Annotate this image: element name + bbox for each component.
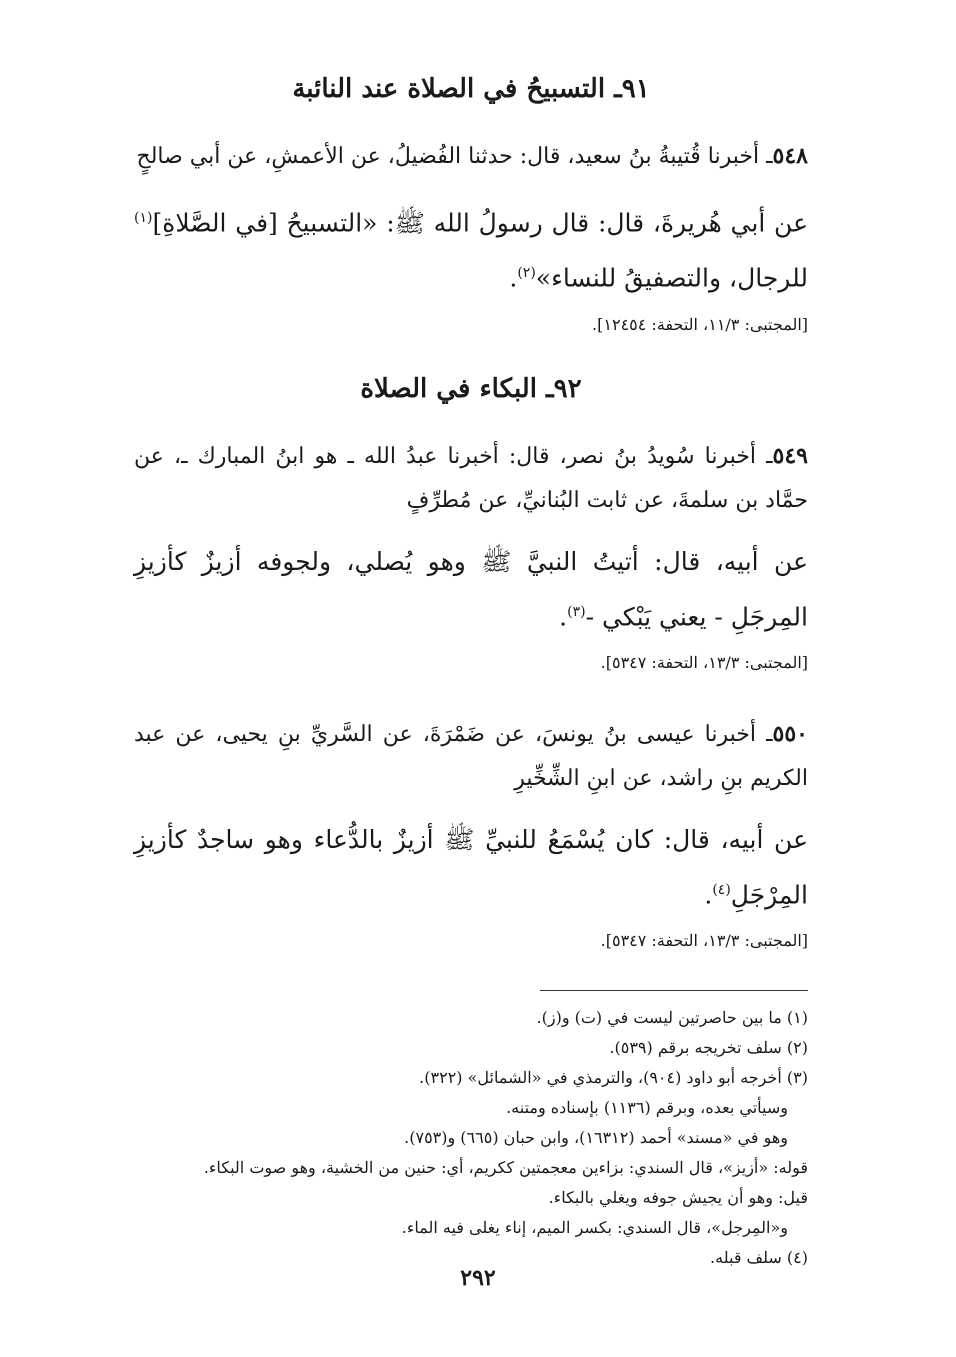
footnotes — [134, 1003, 808, 1273]
matn-text-end: للرجال، والتصفيقُ للنساء» — [535, 263, 808, 293]
footnote-3: (٣) أخرجه أبو داود (٩٠٤)، والترمذي في «الشمائل» (٣٢٢). — [419, 1068, 808, 1088]
footnote-marker: (٣) — [567, 603, 586, 620]
footnote-3-cont: و«المِرجل»، قال السندي: بكسر الميم، إناء يغلى فيه الماء. — [401, 1218, 788, 1238]
chapter-title: ٩٢ـ البكاء في الصلاة — [360, 373, 582, 404]
footnote-marker: (١) — [134, 210, 153, 226]
hadith-number: ٥٤٨ — [772, 143, 808, 169]
matn-text: عن أبيه، قال: كان يُسْمَعُ للنبيِّ ﷺ أزيزٌ بالدُّعاء وهو ساجدٌ كأزيزِ المِرْجَلِ — [134, 824, 808, 910]
hadith-550-isnad — [134, 712, 808, 801]
footnote-3-cont: قوله: «أزيز»، قال السندي: بزاءين معجمتين ككريم، أي: حنين من الخشية، وهو صوت البكاء. — [203, 1158, 808, 1178]
matn-text: عن أبيه، قال: أتيتُ النبيَّ ﷺ وهو يُصلي، ولجوفه أزيزٌ كأزيزِ المِرجَلِ - يعني يَبْكي - — [134, 546, 808, 631]
reference-line: [المجتبى: ١٣/٣، التحفة: ٥٣٤٧]. — [600, 652, 808, 672]
footnote-marker: (٤) — [712, 881, 731, 898]
hadith-549-matn: عن أبيه، قال: أتيتُ النبيَّ ﷺ وهو يُصلي، ولجوفه أزيزٌ كأزيزِ المِرجَلِ - يعني يَبْكي -$^{(٣)}$. — [134, 546, 808, 631]
footnote-3-cont: وهو في «مسند» أحمد (١٦٣١٢)، وابن حبان (٦٦٥) و(٧٥٣). — [404, 1128, 788, 1148]
hadith-548-isnad — [134, 134, 808, 179]
footnote-1: (١) ما بين حاصرتين ليست في (ت) و(ز). — [536, 1008, 808, 1028]
isnad-text: ـ أخبرنا سُويدُ بنُ نصر، قال: أخبرنا عبدُ الله ـ هو ابنُ المبارك ـ، عن حمَّاد بن سلمةَ، عن ثابت البُنانيِّ، عن مُطرِّفٍ — [134, 443, 808, 513]
hadith-number: ٥٤٩ — [772, 442, 808, 469]
page-number: ٢٩٢ — [460, 1265, 496, 1291]
reference-line: [المجتبى: ١١/٣، التحفة: ١٢٤٥٤]. — [592, 314, 808, 334]
footnote-3-cont: قيل: وهو أن يجيش جوفه ويغلي بالبكاء. — [548, 1188, 808, 1208]
footnote-4: (٤) سلف قبله. — [710, 1248, 808, 1268]
hadith-549-isnad — [134, 434, 808, 523]
footnote-2: (٢) سلف تخريجه برقم (٥٣٩). — [609, 1038, 808, 1058]
footnote-divider — [540, 990, 808, 991]
chapter-title: ٩١ـ التسبيحُ في الصلاة عند النائبة — [292, 74, 650, 104]
isnad-text: ـ أخبرنا قُتيبةُ بنُ سعيد، قال: حدثنا الفُضيلُ، عن الأعمشِ، عن أبي صالحٍ — [136, 144, 773, 169]
footnote-3-cont: وسيأتي بعده، وبرقم (١١٣٦) بإسناده ومتنه. — [506, 1098, 788, 1118]
isnad-text: ـ أخبرنا عيسى بنُ يونسَ، عن ضَمْرَةَ، عن السَّريِّ بنِ يحيى، عن عبد الكريم بنِ راشد، عن ابنِ الشِّخِّيرِ — [134, 721, 808, 791]
hadith-550-matn: عن أبيه، قال: كان يُسْمَعُ للنبيِّ ﷺ أزيزٌ بالدُّعاء وهو ساجدٌ كأزيزِ المِرْجَلِ$^{(٤)}$. — [134, 824, 808, 910]
matn-text: عن أبي هُريرةَ، قال: قال رسولُ الله ﷺ: «التسبيحُ [في الصَّلاةِ] — [152, 208, 808, 238]
footnote-marker: (٢) — [517, 265, 536, 282]
hadith-548-matn: عن أبي هُريرةَ، قال: قال رسولُ الله ﷺ: «التسبيحُ [في الصَّلاةِ]$^{(١)}$ للرجال، والتصفيقُ للنساء»$^{(٢)}$. — [134, 208, 808, 293]
reference-line: [المجتبى: ١٣/٣، التحفة: ٥٣٤٧]. — [600, 931, 808, 951]
hadith-number: ٥٥٠ — [772, 720, 808, 747]
